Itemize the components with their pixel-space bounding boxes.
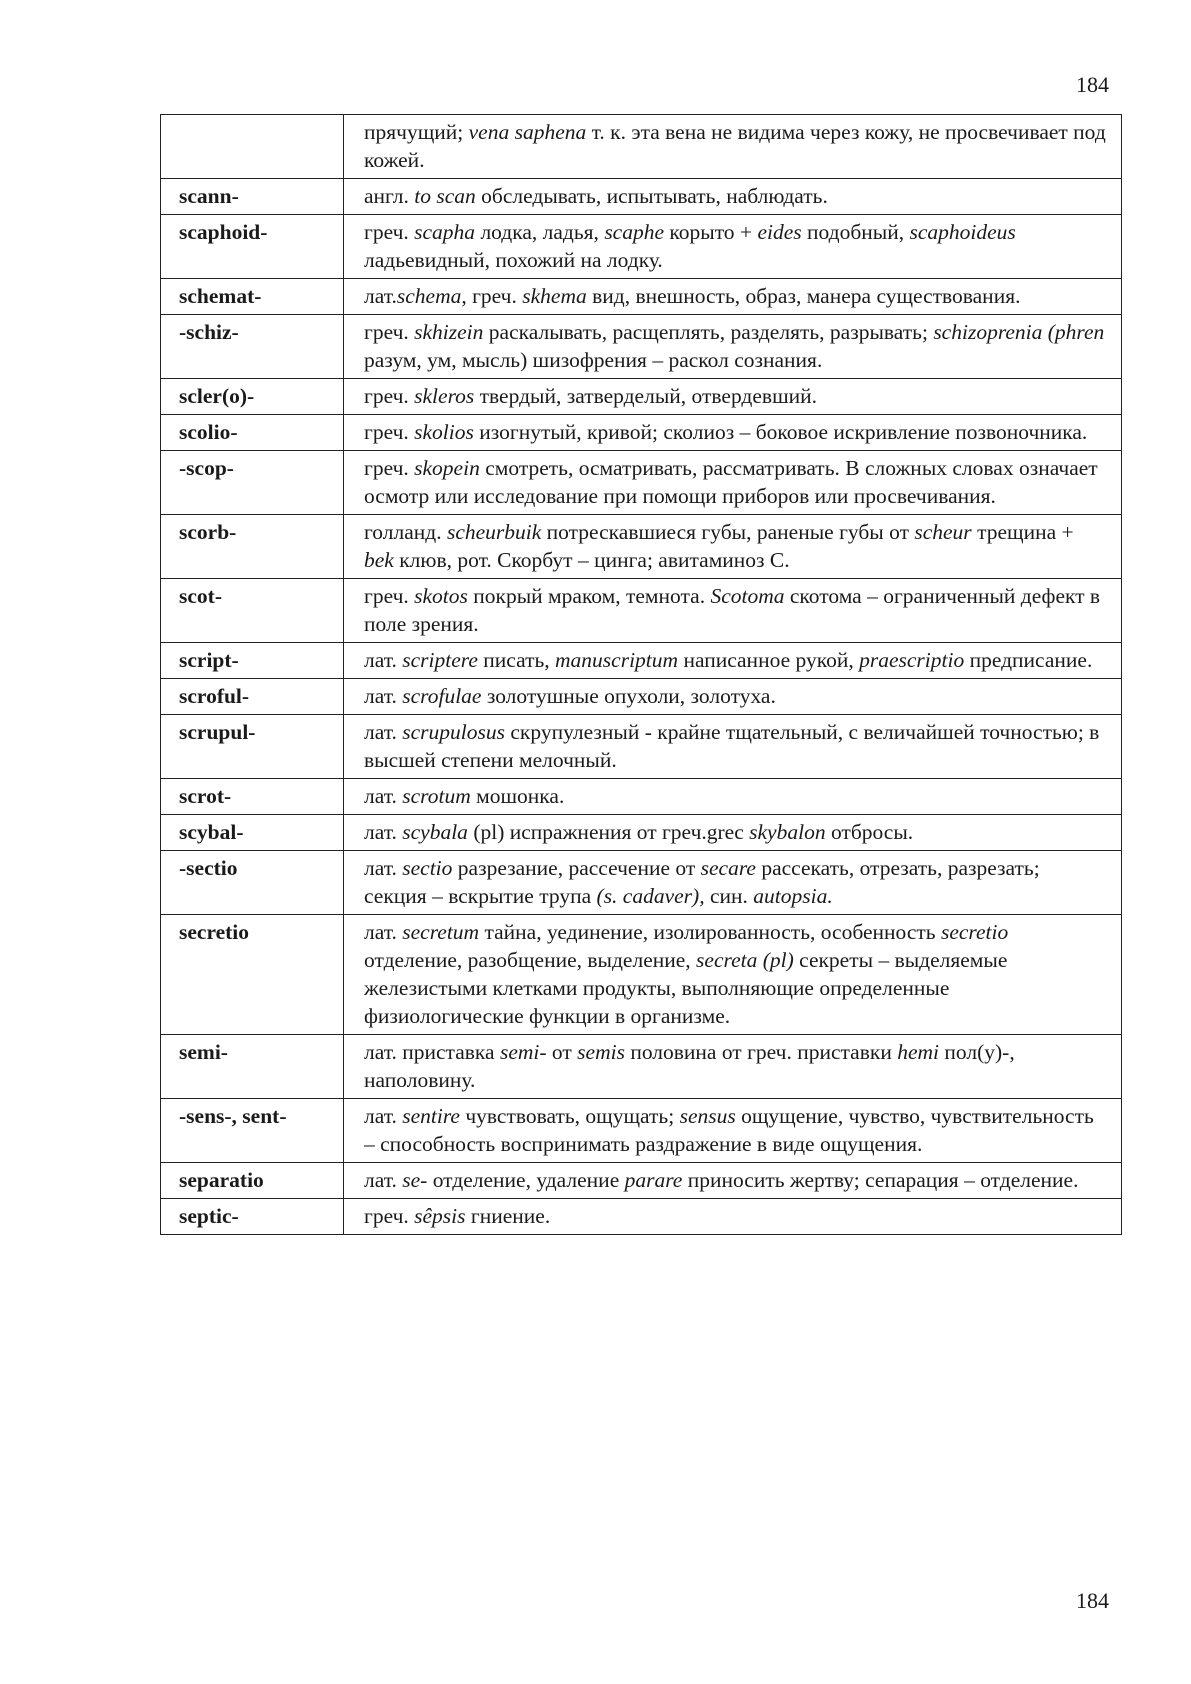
definition-text: отбросы. bbox=[825, 820, 914, 844]
glossary-row bbox=[161, 779, 1122, 815]
definition-text: писать, bbox=[477, 648, 556, 672]
glossary-row bbox=[161, 915, 1122, 1035]
definition-italic-text: secare bbox=[700, 856, 756, 880]
page-number-bottom: 184 bbox=[1076, 1588, 1109, 1613]
definition-text: смотреть, осматривать, рассматривать. В сложных словах означает осмотр или исследование при помощи приборов или просвечивания. bbox=[364, 456, 1098, 508]
definition-text: клюв, рот. Скорбут – цинга; авитаминоз С. bbox=[393, 548, 790, 572]
definition-italic-text: scriptere bbox=[402, 648, 478, 672]
definition-cell bbox=[344, 1035, 1122, 1099]
definition-text: греч. bbox=[364, 220, 415, 244]
definition-italic-text: skotos bbox=[414, 584, 468, 608]
definition-text: син. bbox=[704, 884, 754, 908]
definition-text: греч. bbox=[364, 320, 415, 344]
glossary-row bbox=[161, 579, 1122, 643]
definition-italic-text: scheurbuik bbox=[446, 520, 542, 544]
glossary-row bbox=[161, 1163, 1122, 1199]
definition-text: потрескавшиеся губы, раненые губы от bbox=[541, 520, 915, 544]
definition-text: раскалывать, расщеплять, разделять, разрывать; bbox=[483, 320, 934, 344]
definition-text: рассекать, отрезать, разрезать; секция – вскрытие трупа bbox=[364, 856, 1040, 908]
glossary-row bbox=[161, 451, 1122, 515]
definition-text: (pl) испражнения от греч.grec bbox=[467, 820, 750, 844]
term-cell: -sens-, sent- bbox=[161, 1099, 344, 1163]
definition-text: мошонка. bbox=[470, 784, 565, 808]
definition-italic-text: (s. cadaver), bbox=[596, 884, 705, 908]
definition-text: пол(у)-, наполовину. bbox=[364, 1040, 1015, 1092]
definition-italic-text: skopein bbox=[414, 456, 480, 480]
definition-text: гниение. bbox=[465, 1204, 551, 1228]
definition-text: покрый мраком, темнота. bbox=[467, 584, 711, 608]
definition-cell bbox=[344, 815, 1122, 851]
glossary-row bbox=[161, 379, 1122, 415]
glossary-table bbox=[160, 114, 1122, 1235]
definition-text: твердый, затверделый, отвердевший. bbox=[474, 384, 818, 408]
definition-text: вид, внешность, образ, манера существования. bbox=[586, 284, 1021, 308]
definition-text: обследывать, испытывать, наблюдать. bbox=[475, 184, 828, 208]
glossary-row bbox=[161, 679, 1122, 715]
definition-text: т. к. эта вена не видима через кожу, не просвечивает под кожей. bbox=[364, 120, 1106, 172]
definition-italic-text: eides bbox=[757, 220, 802, 244]
term-cell: -scop- bbox=[161, 451, 344, 515]
definition-text: лат. приставка bbox=[364, 1040, 500, 1064]
definition-cell bbox=[344, 1163, 1122, 1199]
definition-cell bbox=[344, 643, 1122, 679]
definition-italic-text: Scotoma bbox=[710, 584, 785, 608]
definition-text: скрупулезный - крайне тщательный, с величайшей точностью; в высшей степени мелочный. bbox=[364, 720, 1100, 772]
definition-text: предписание. bbox=[964, 648, 1093, 672]
glossary-row bbox=[161, 815, 1122, 851]
glossary-row bbox=[161, 315, 1122, 379]
glossary-row bbox=[161, 1099, 1122, 1163]
definition-italic-text: scrofulae bbox=[402, 684, 482, 708]
definition-text: разрезание, рассечение от bbox=[452, 856, 701, 880]
definition-italic-text: manuscriptum bbox=[555, 648, 679, 672]
definition-cell bbox=[344, 415, 1122, 451]
term-cell: scybal- bbox=[161, 815, 344, 851]
definition-text: лат. bbox=[364, 856, 403, 880]
definition-text: прячущий; bbox=[364, 120, 469, 144]
definition-italic-text: sentire bbox=[402, 1104, 460, 1128]
definition-text: , греч. bbox=[461, 284, 523, 308]
definition-italic-text: to scan bbox=[414, 184, 476, 208]
glossary-row bbox=[161, 279, 1122, 315]
definition-text: лат. bbox=[364, 648, 403, 672]
definition-text: корыто + bbox=[664, 220, 758, 244]
term-cell bbox=[161, 115, 344, 179]
term-cell: semi- bbox=[161, 1035, 344, 1099]
term-cell: septic- bbox=[161, 1199, 344, 1235]
definition-text: секреты – выделяемые железистыми клетками продукты, выполняющие определенные физиологические функции в организме. bbox=[364, 948, 1008, 1028]
definition-italic-text: schizoprenia (phren bbox=[933, 320, 1105, 344]
definition-text: половина от греч. приставки bbox=[624, 1040, 898, 1064]
definition-cell bbox=[344, 1199, 1122, 1235]
term-cell: separatio bbox=[161, 1163, 344, 1199]
definition-italic-text: sêpsis bbox=[414, 1204, 466, 1228]
definition-cell bbox=[344, 779, 1122, 815]
glossary-row bbox=[161, 179, 1122, 215]
definition-cell bbox=[344, 715, 1122, 779]
definition-text: чувствовать, ощущать; bbox=[459, 1104, 680, 1128]
definition-cell bbox=[344, 179, 1122, 215]
definition-text: разум, ум, мысль) шизофрения – раскол сознания. bbox=[364, 348, 823, 372]
definition-italic-text: scrotum bbox=[402, 784, 471, 808]
definition-cell bbox=[344, 315, 1122, 379]
definition-text: скотома – ограниченный дефект в поле зрения. bbox=[364, 584, 1101, 636]
glossary-row bbox=[161, 1199, 1122, 1235]
definition-text: ощущение, чувство, чувствительность – способность воспринимать раздражение в виде ощущения. bbox=[364, 1104, 1094, 1156]
page-number-top: 184 bbox=[1076, 72, 1109, 97]
definition-text: лат. bbox=[364, 720, 403, 744]
definition-italic-text: semi- bbox=[499, 1040, 547, 1064]
definition-text: лат. bbox=[364, 920, 403, 944]
definition-italic-text: skhizein bbox=[414, 320, 484, 344]
definition-text: отделение, удаление bbox=[427, 1168, 625, 1192]
term-cell: scrupul- bbox=[161, 715, 344, 779]
definition-text: голланд. bbox=[364, 520, 447, 544]
definition-italic-text: skolios bbox=[414, 420, 474, 444]
term-cell: scann- bbox=[161, 179, 344, 215]
definition-italic-text: skybalon bbox=[749, 820, 826, 844]
glossary-row bbox=[161, 643, 1122, 679]
glossary-row bbox=[161, 415, 1122, 451]
term-cell: -schiz- bbox=[161, 315, 344, 379]
definition-cell bbox=[344, 579, 1122, 643]
definition-italic-text: scrupulosus bbox=[402, 720, 505, 744]
definition-italic-text: semis bbox=[577, 1040, 625, 1064]
term-cell: scolio- bbox=[161, 415, 344, 451]
definition-cell bbox=[344, 851, 1122, 915]
definition-text: золотушные опухоли, золотуха. bbox=[481, 684, 776, 708]
definition-italic-text: autopsia. bbox=[753, 884, 833, 908]
definition-italic-text: scybala bbox=[402, 820, 468, 844]
term-cell: scorb- bbox=[161, 515, 344, 579]
definition-italic-text: secretum bbox=[402, 920, 480, 944]
term-cell: scot- bbox=[161, 579, 344, 643]
term-cell: -sectio bbox=[161, 851, 344, 915]
definition-italic-text: skleros bbox=[414, 384, 475, 408]
definition-italic-text: scheur bbox=[914, 520, 972, 544]
definition-text: греч. bbox=[364, 420, 415, 444]
term-cell: secretio bbox=[161, 915, 344, 1035]
definition-italic-text: se- bbox=[402, 1168, 428, 1192]
term-cell: schemat- bbox=[161, 279, 344, 315]
definition-italic-text: scapha bbox=[414, 220, 476, 244]
glossary-row bbox=[161, 515, 1122, 579]
definition-cell bbox=[344, 451, 1122, 515]
definition-text: греч. bbox=[364, 384, 415, 408]
definition-italic-text: sectio bbox=[402, 856, 453, 880]
glossary-row bbox=[161, 715, 1122, 779]
definition-italic-text: praescriptio bbox=[859, 648, 965, 672]
definition-italic-text: skhema bbox=[522, 284, 587, 308]
definition-italic-text: secreta (pl) bbox=[696, 948, 794, 972]
definition-text: греч. bbox=[364, 456, 415, 480]
glossary-table-body bbox=[161, 115, 1122, 1235]
definition-cell bbox=[344, 515, 1122, 579]
definition-text: лат. bbox=[364, 284, 397, 308]
glossary-row bbox=[161, 851, 1122, 915]
definition-text: греч. bbox=[364, 584, 415, 608]
definition-text: лат. bbox=[364, 1168, 403, 1192]
glossary-row bbox=[161, 1035, 1122, 1099]
definition-text: лат. bbox=[364, 784, 403, 808]
definition-italic-text: secretio bbox=[940, 920, 1009, 944]
definition-italic-text: vena saphena bbox=[468, 120, 587, 144]
definition-cell bbox=[344, 915, 1122, 1035]
definition-cell bbox=[344, 215, 1122, 279]
definition-italic-text: parare bbox=[624, 1168, 683, 1192]
definition-italic-text: sensus bbox=[679, 1104, 736, 1128]
glossary-row bbox=[161, 215, 1122, 279]
definition-cell bbox=[344, 115, 1122, 179]
definition-cell bbox=[344, 279, 1122, 315]
term-cell: script- bbox=[161, 643, 344, 679]
definition-text: лат. bbox=[364, 820, 403, 844]
term-cell: scrot- bbox=[161, 779, 344, 815]
definition-text: лат. bbox=[364, 684, 403, 708]
definition-cell bbox=[344, 1099, 1122, 1163]
definition-text: ладьевидный, похожий на лодку. bbox=[364, 248, 663, 272]
definition-text: написанное рукой, bbox=[678, 648, 860, 672]
definition-text: приносить жертву; сепарация – отделение. bbox=[682, 1168, 1079, 1192]
definition-text: лат. bbox=[364, 1104, 403, 1128]
definition-italic-text: hemi bbox=[897, 1040, 940, 1064]
definition-text: греч. bbox=[364, 1204, 415, 1228]
definition-text: тайна, уединение, изолированность, особенность bbox=[479, 920, 941, 944]
definition-text: от bbox=[546, 1040, 578, 1064]
definition-text: изогнутый, кривой; сколиоз – боковое искривление позвоночника. bbox=[473, 420, 1088, 444]
definition-italic-text: bek bbox=[364, 548, 394, 572]
definition-text: трещина + bbox=[971, 520, 1074, 544]
definition-italic-text: scaphoideus bbox=[909, 220, 1016, 244]
definition-italic-text: schema bbox=[396, 284, 462, 308]
term-cell: scaphoid- bbox=[161, 215, 344, 279]
definition-cell bbox=[344, 379, 1122, 415]
term-cell: scroful- bbox=[161, 679, 344, 715]
definition-text: подобный, bbox=[801, 220, 910, 244]
definition-cell bbox=[344, 679, 1122, 715]
definition-italic-text: scaphe bbox=[604, 220, 665, 244]
definition-text: лодка, ладья, bbox=[475, 220, 605, 244]
term-cell: scler(o)- bbox=[161, 379, 344, 415]
glossary-row bbox=[161, 115, 1122, 179]
definition-text: отделение, разобщение, выделение, bbox=[364, 948, 697, 972]
definition-text: англ. bbox=[364, 184, 415, 208]
